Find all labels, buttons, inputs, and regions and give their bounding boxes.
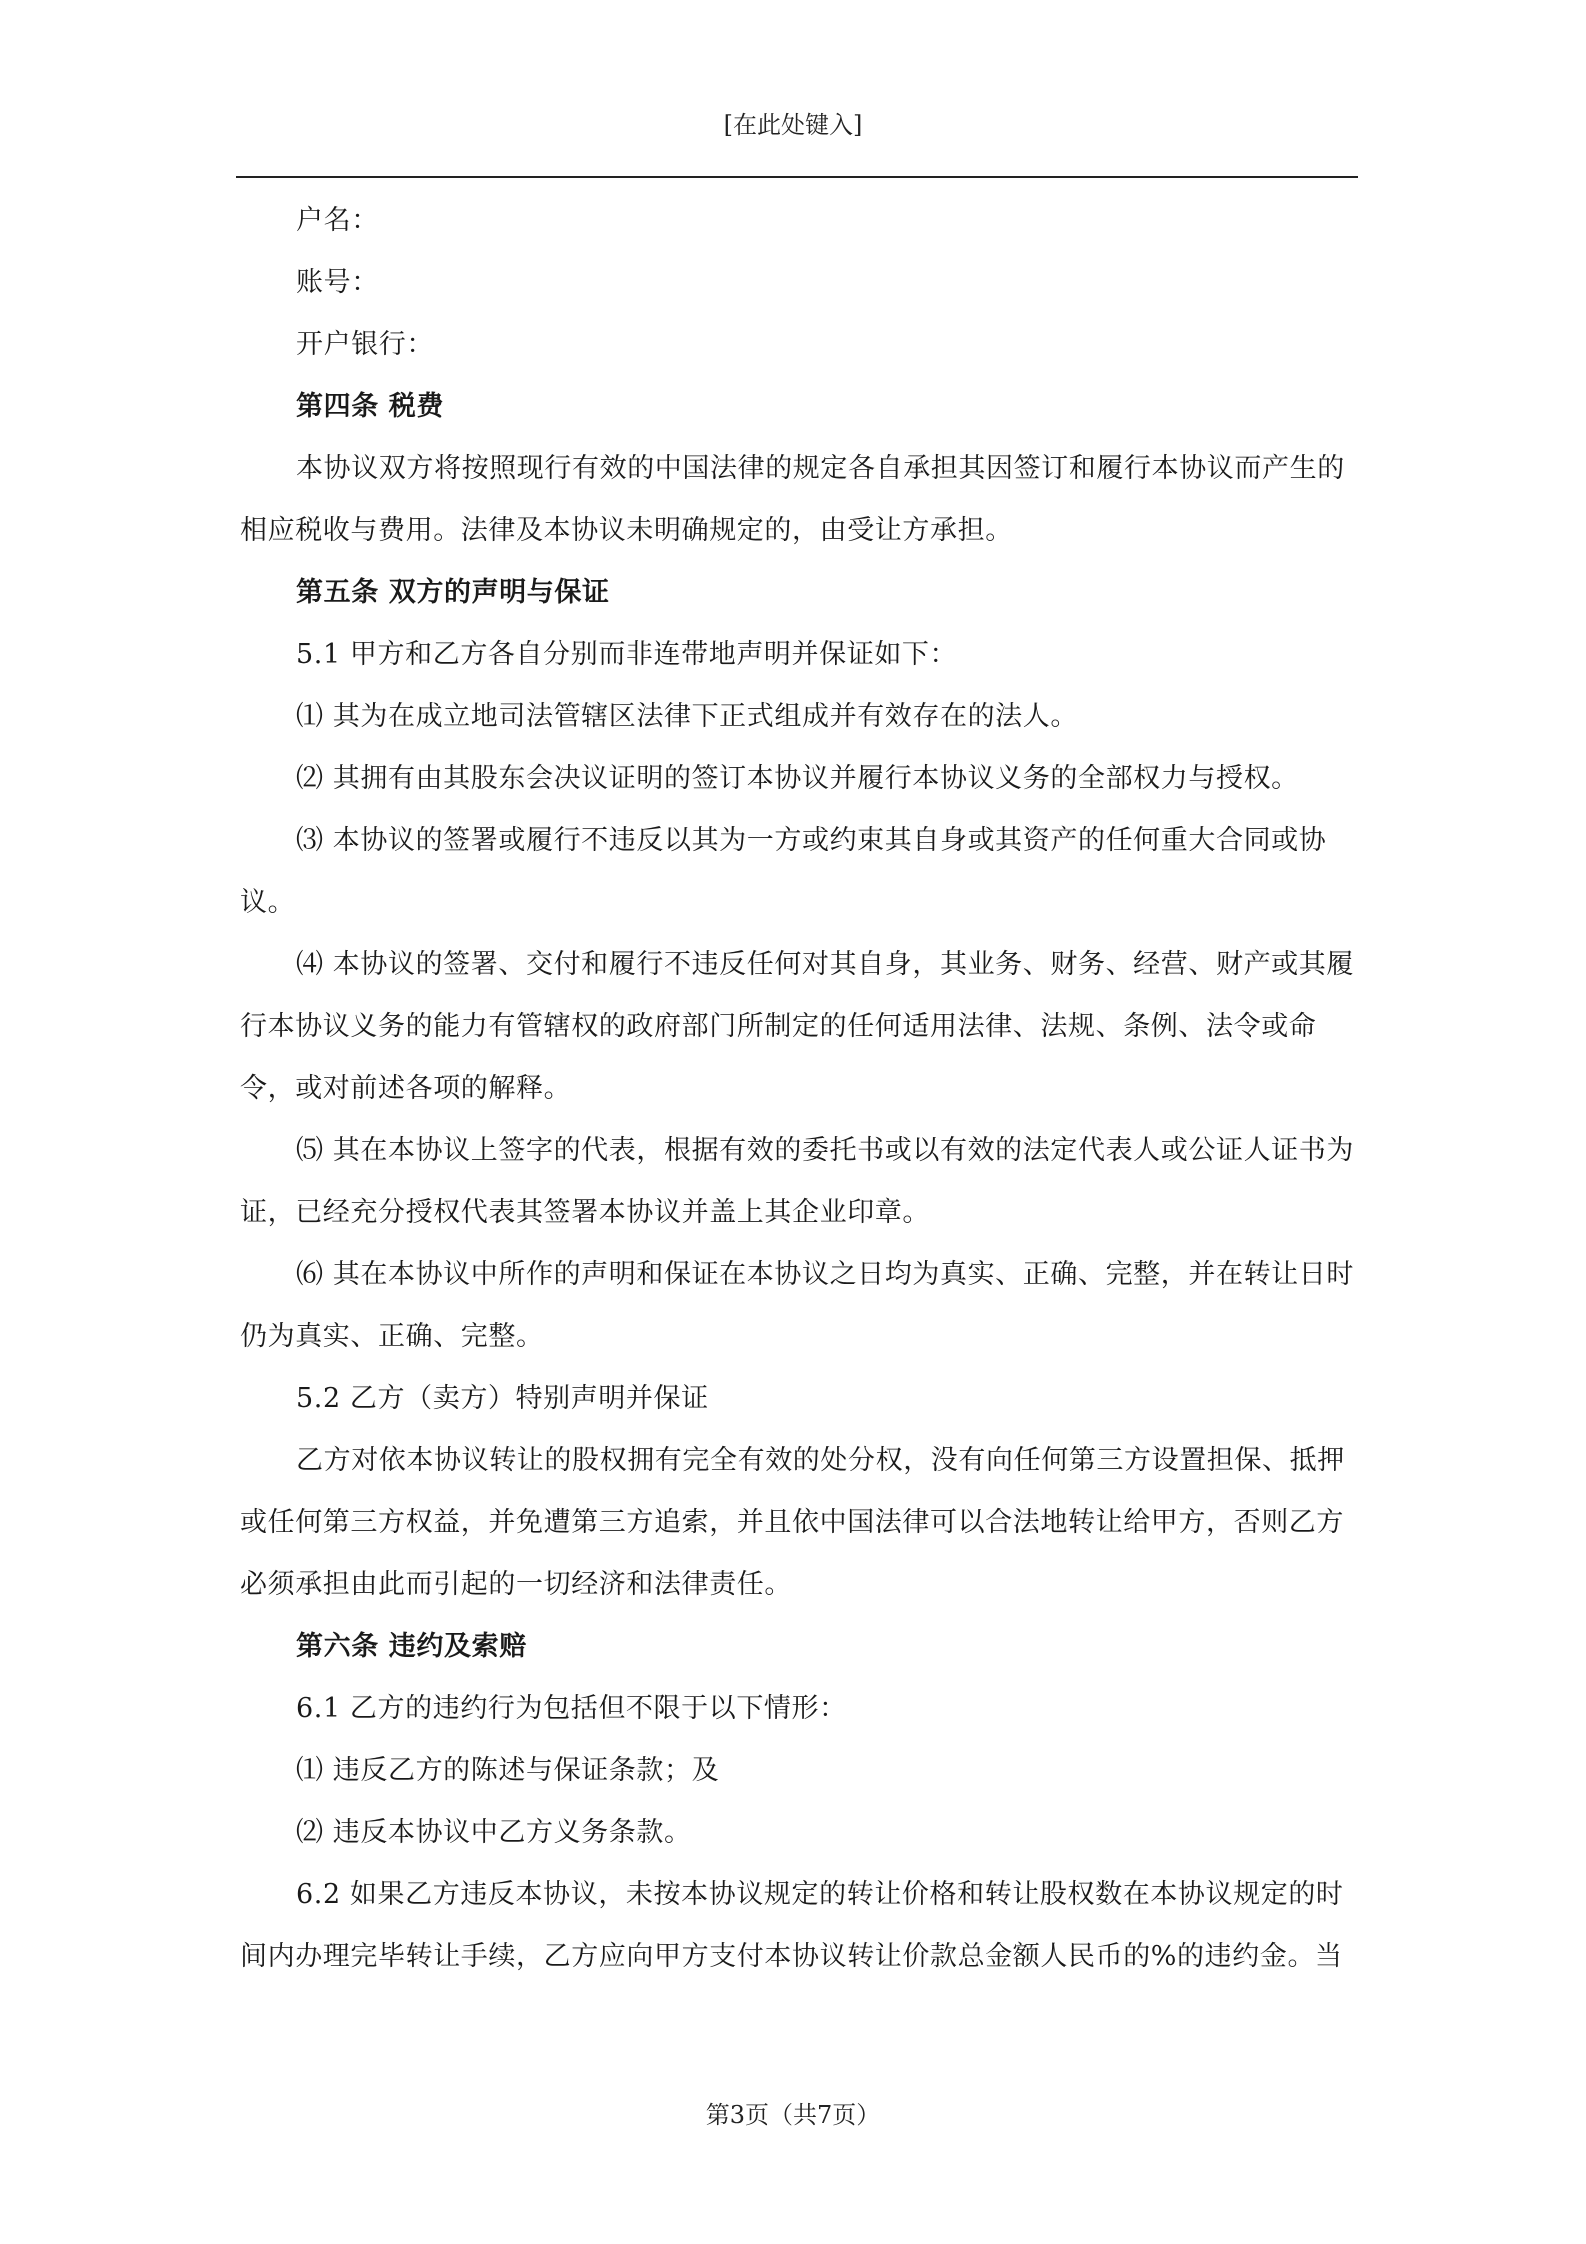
- field-bank: 开户银行：: [296, 329, 434, 360]
- clause-6-1: 6.1 乙方的违约行为包括但不限于以下情形：: [296, 1693, 847, 1724]
- clause-5-1-item-1: ⑴ 其为在成立地司法管辖区法律下正式组成并有效存在的法人。: [296, 701, 1078, 732]
- clause-5-1-item-3: ⑶ 本协议的签署或履行不违反以其为一方或约束其自身或其资产的任何重大合同或协议。: [240, 825, 1327, 918]
- clause-5-2: 5.2 乙方（卖方）特别声明并保证: [296, 1383, 709, 1414]
- page-header: [在此处键入]: [723, 111, 863, 139]
- article-4-paragraph: 本协议双方将按照现行有效的中国法律的规定各自承担其因签订和履行本协议而产生的相应税收与费用。法律及本协议未明确规定的，由受让方承担。: [240, 453, 1345, 546]
- clause-5-1-item-2: ⑵ 其拥有由其股东会决议证明的签订本协议并履行本协议义务的全部权力与授权。: [296, 763, 1299, 794]
- clause-5-1-item-4: ⑷ 本协议的签署、交付和履行不违反任何对其自身，其业务、财务、经营、财产或其履行本协议义务的能力有管辖权的政府部门所制定的任何适用法律、法规、条例、法令或命令，或对前述各项的解释。: [240, 949, 1354, 1104]
- header-divider: [236, 176, 1358, 178]
- clause-6-2: 6.2 如果乙方违反本协议，未按本协议规定的转让价格和转让股权数在本协议规定的时间内办理完毕转让手续，乙方应向甲方支付本协议转让价款总金额人民币的%的违约金。当: [240, 1879, 1344, 1972]
- clause-6-1-item-2: ⑵ 违反本协议中乙方义务条款。: [296, 1817, 692, 1848]
- document-body: [240, 190, 1355, 1988]
- clause-6-1-item-1: ⑴ 违反乙方的陈述与保证条款；及: [296, 1755, 720, 1786]
- article-5-heading: 第五条 双方的声明与保证: [296, 577, 610, 608]
- clause-5-1: 5.1 甲方和乙方各自分别而非连带地声明并保证如下：: [296, 639, 958, 670]
- article-6-heading: 第六条 违约及索赔: [296, 1631, 527, 1662]
- page-number: 第3页（共7页）: [705, 2101, 881, 2129]
- field-account-name: 户名：: [296, 205, 379, 236]
- clause-5-1-item-5: ⑸ 其在本协议上签字的代表，根据有效的委托书或以有效的法定代表人或公证人证书为证，已经充分授权代表其签署本协议并盖上其企业印章。: [240, 1135, 1354, 1228]
- article-4-heading: 第四条 税费: [296, 391, 444, 422]
- field-account-number: 账号：: [296, 267, 379, 298]
- clause-5-2-paragraph: 乙方对依本协议转让的股权拥有完全有效的处分权，没有向任何第三方设置担保、抵押或任何第三方权益，并免遭第三方追索，并且依中国法律可以合法地转让给甲方，否则乙方必须承担由此而引起的一切经济和法律责任。: [240, 1445, 1345, 1600]
- clause-5-1-item-6: ⑹ 其在本协议中所作的声明和保证在本协议之日均为真实、正确、完整，并在转让日时仍为真实、正确、完整。: [240, 1259, 1354, 1352]
